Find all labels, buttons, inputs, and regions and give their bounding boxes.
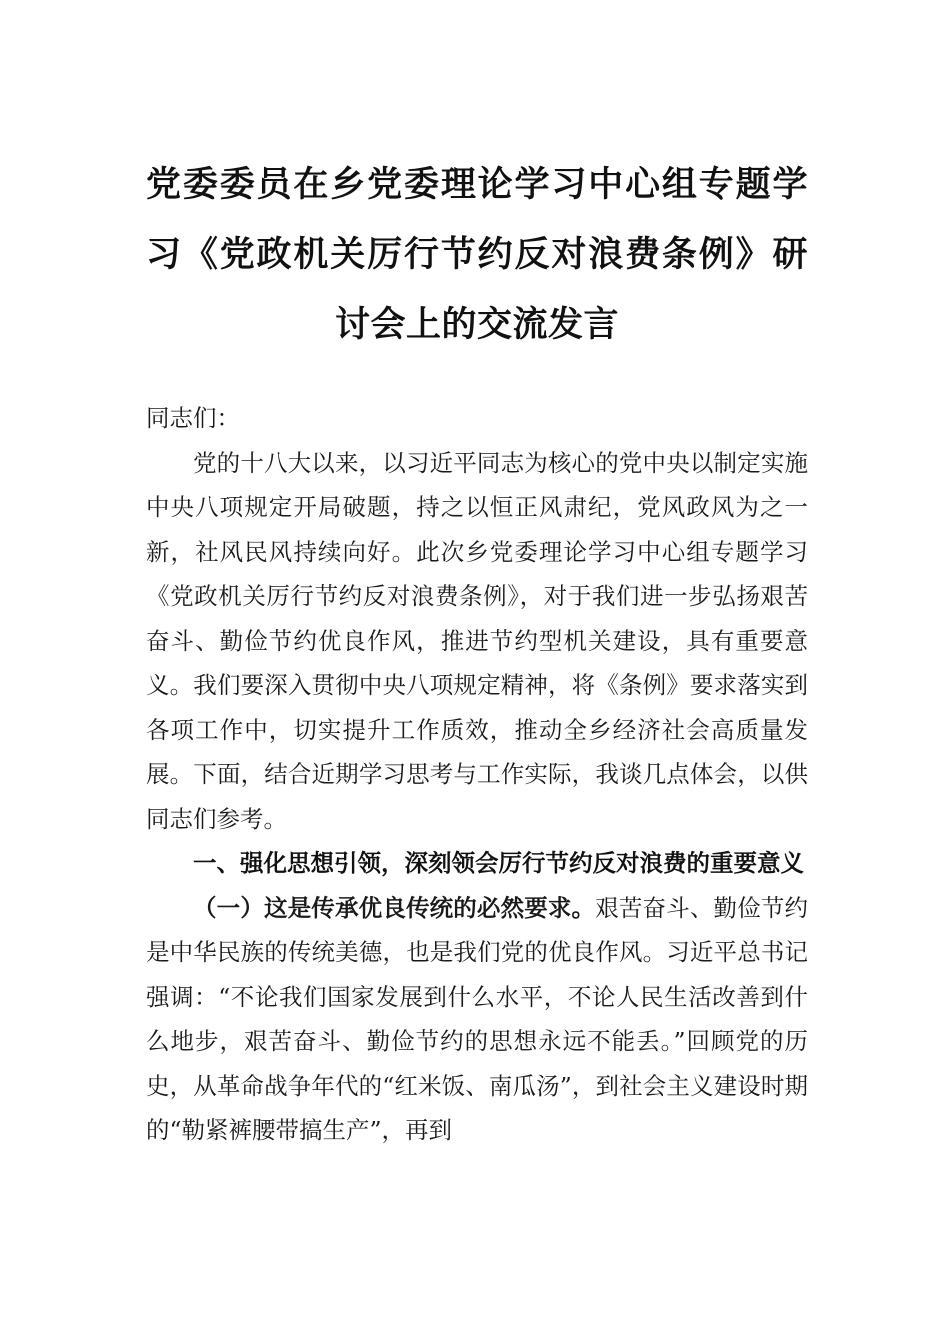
subsection-text-1: 艰苦奋斗、勤俭节约是中华民族的传统美德，也是我们党的优良作风。习近平总书记强调：“不论我们国家发展到什么水平，不论人民生活改善到什么地步，艰苦奋斗、勤俭节约的思想永远不能丢。”回顾党的历史，从革命战争年代的“红米饭、南瓜汤”，到社会主义建设时期的“勒紧裤腰带搞生产”，再到	[146, 893, 809, 1144]
section-heading-1: 一、强化思想引领，深刻领会厉行节约反对浪费的重要意义	[193, 849, 804, 877]
document-body	[146, 396, 808, 1153]
subsection-paragraph-1	[146, 886, 808, 1153]
subsection-lead-1: （一）这是传承优良传统的必然要求。	[193, 893, 596, 922]
document-title: 党委委员在乡党委理论学习中心组专题学习《党政机关厉行节约反对浪费条例》研讨会上的交流发言	[146, 165, 808, 345]
intro-paragraph: 党的十八大以来，以习近平同志为核心的党中央以制定实施中央八项规定开局破题，持之以恒正风肃纪，党风政风为之一新，社风民风持续向好。此次乡党委理论学习中心组专题学习《党政机关厉行节约反对浪费条例》，对于我们进一步弘扬艰苦奋斗、勤俭节约优良作风，推进节约型机关建设，具有重要意义。我们要深入贯彻中央八项规定精神，将《条例》要求落实到各项工作中，切实提升工作质效，推动全乡经济社会高质量发展。下面，结合近期学习思考与工作实际，我谈几点体会，以供同志们参考。	[146, 448, 808, 833]
salutation: 同志们：	[146, 404, 240, 432]
document-page	[146, 150, 808, 1153]
